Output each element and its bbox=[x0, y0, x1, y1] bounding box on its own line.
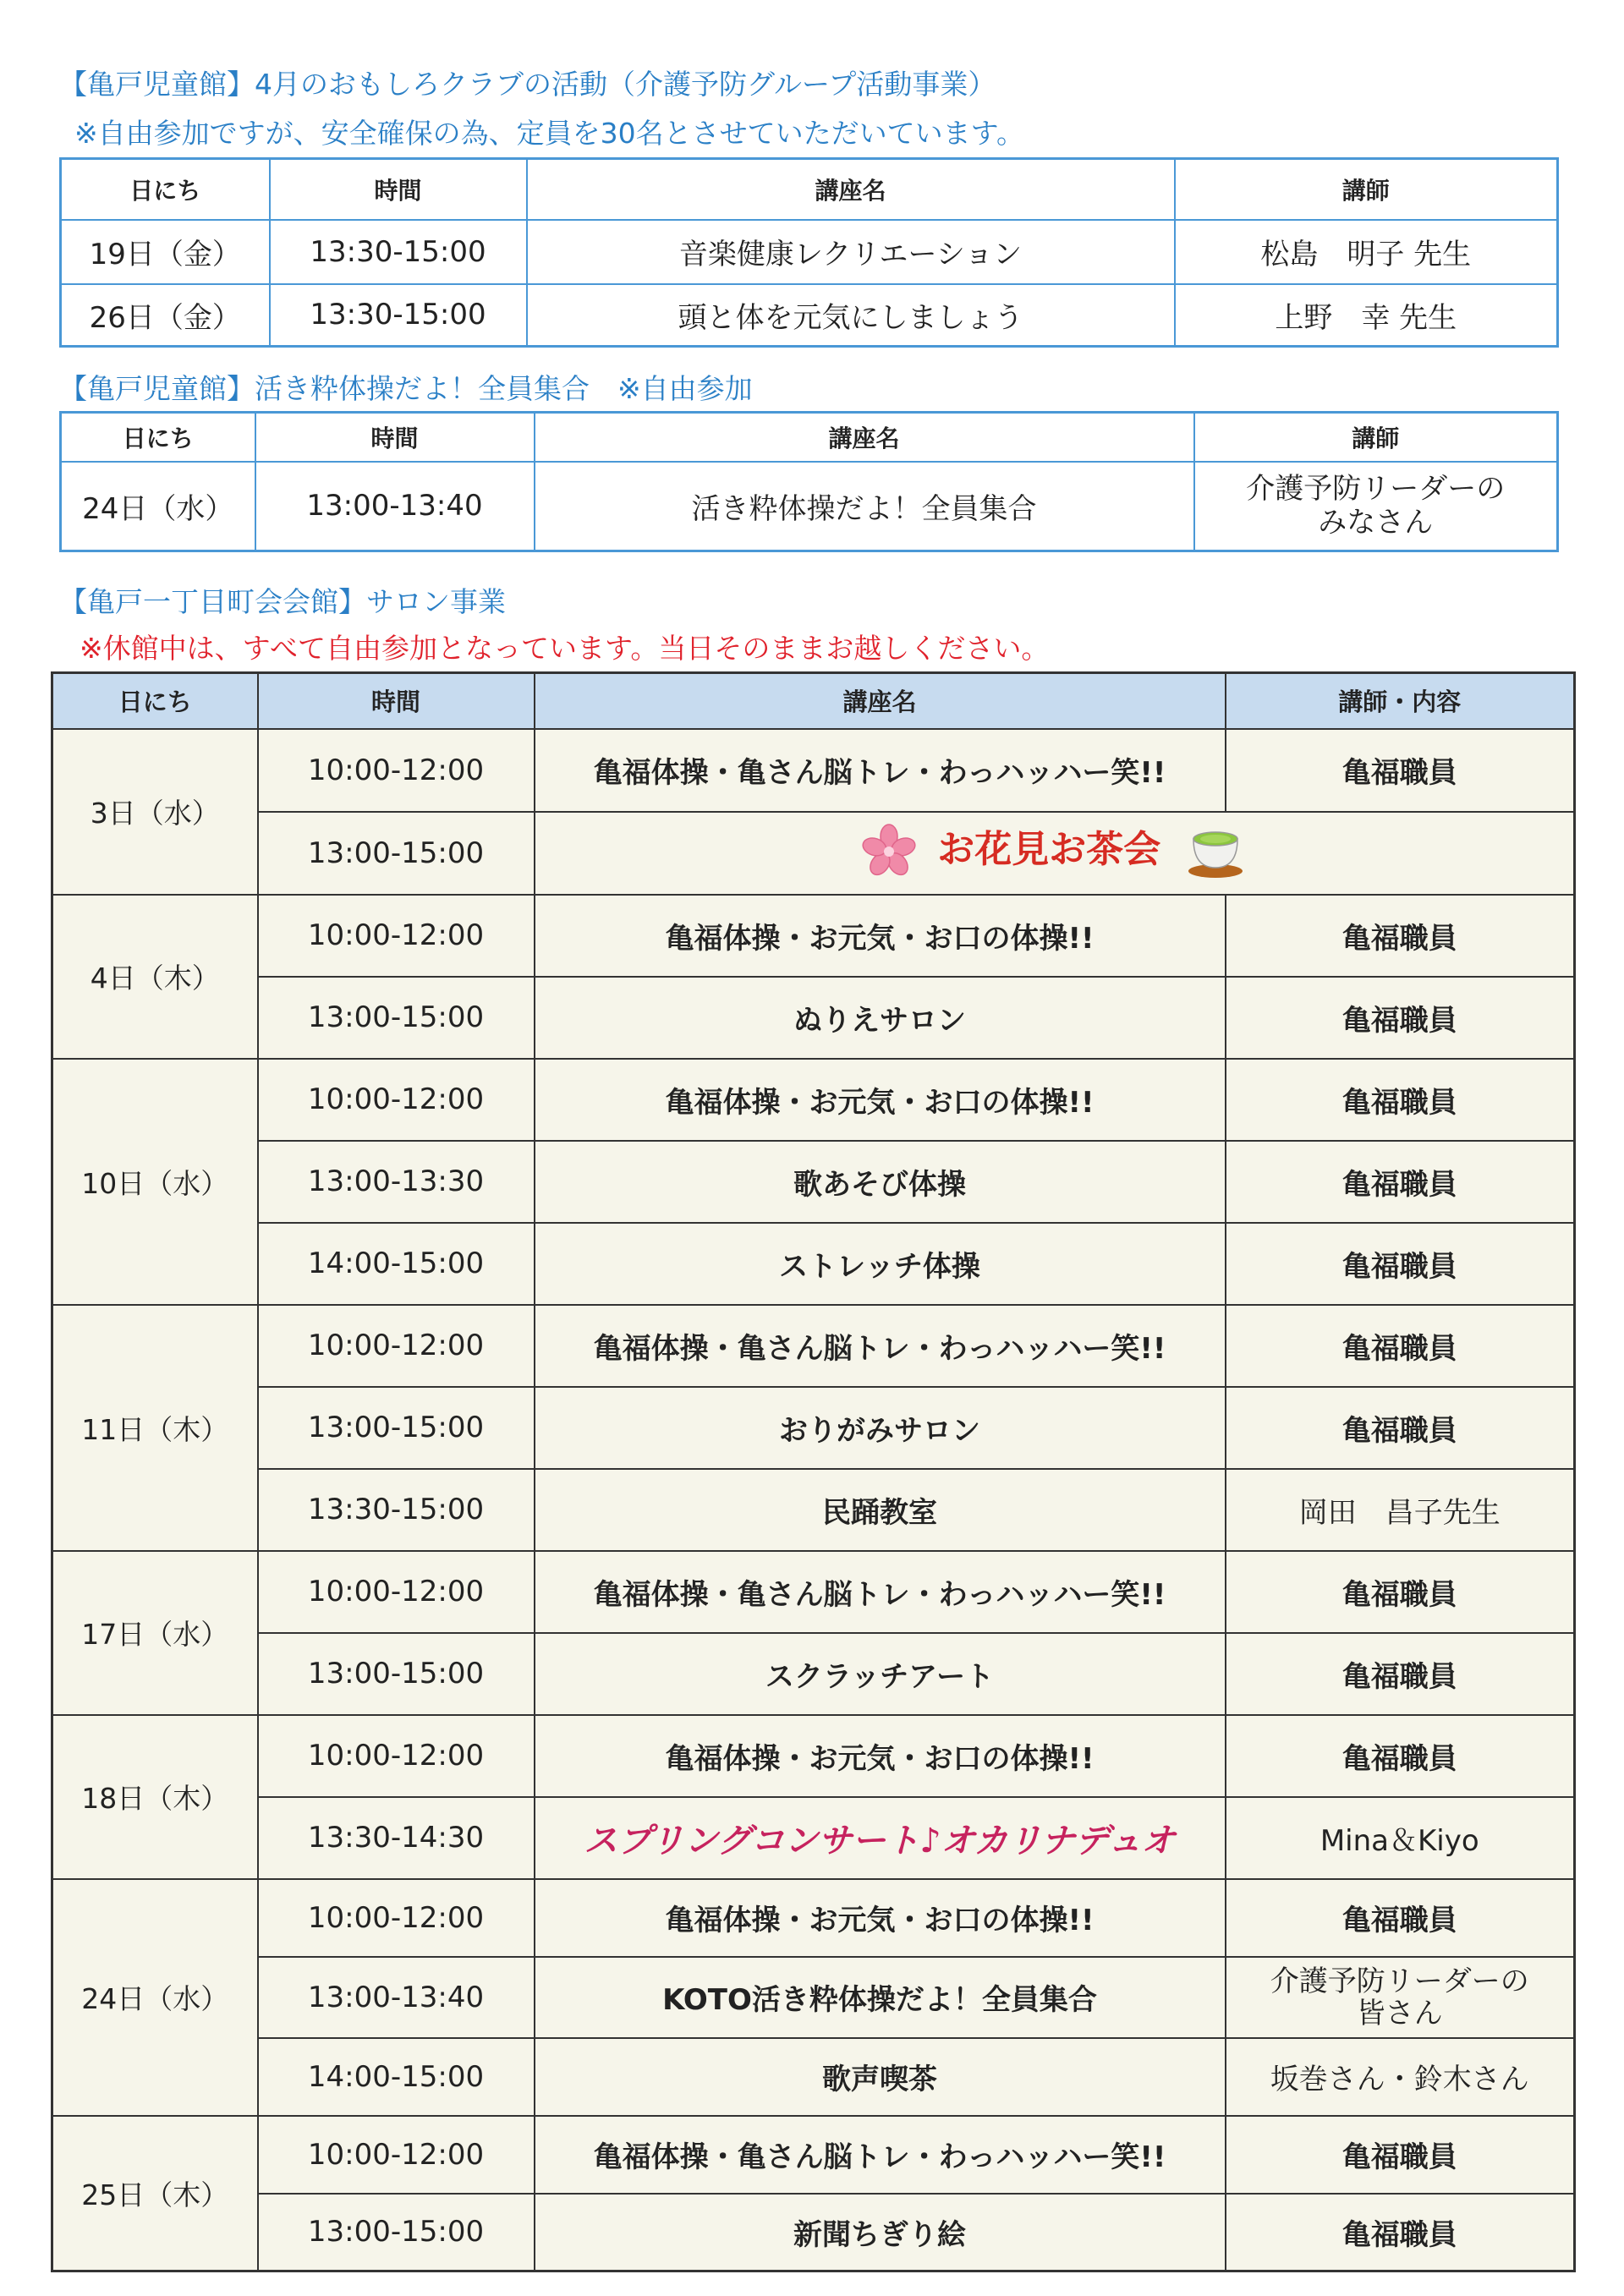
table-row bbox=[61, 462, 1558, 551]
instructor-line: 皆さん bbox=[1356, 1996, 1443, 2030]
time-cell: 13:30-15:00 bbox=[270, 284, 527, 347]
table-row bbox=[52, 1879, 1575, 1957]
col-date: 日にち bbox=[61, 159, 270, 220]
program-cell: 頭と体を元気にしましょう bbox=[527, 284, 1175, 347]
table-row bbox=[52, 812, 1575, 895]
col-program: 講座名 bbox=[535, 673, 1226, 729]
instructor-cell: 亀福職員 bbox=[1226, 2194, 1575, 2271]
time-cell: 13:00-13:30 bbox=[258, 1141, 535, 1223]
program-cell: 民踊教室 bbox=[535, 1469, 1226, 1551]
col-program: 講座名 bbox=[527, 159, 1175, 220]
instructor-line: 介護予防リーダーの bbox=[1246, 472, 1506, 507]
instructor-cell: 亀福職員 bbox=[1226, 1141, 1575, 1223]
time-cell: 10:00-12:00 bbox=[258, 895, 535, 977]
program-cell: 亀福体操・お元気・お口の体操!! bbox=[535, 1879, 1226, 1957]
time-cell: 10:00-12:00 bbox=[258, 729, 535, 812]
time-cell: 10:00-12:00 bbox=[258, 2116, 535, 2194]
section3-table bbox=[51, 671, 1576, 2272]
section3-note: ※休館中は、すべて自由参加となっています。当日そのままお越しください。 bbox=[80, 632, 1050, 665]
col-time: 時間 bbox=[258, 673, 535, 729]
program-cell: KOTO活き粋体操だよ！全員集合 bbox=[535, 1957, 1226, 2038]
time-cell: 13:30-14:30 bbox=[258, 1797, 535, 1879]
col-instructor: 講師・内容 bbox=[1226, 673, 1575, 729]
tea-cup-icon bbox=[1185, 820, 1246, 887]
program-cell: 亀福体操・亀さん脳トレ・わっハッハー笑!! bbox=[535, 2116, 1226, 2194]
instructor-cell: 上野 幸 先生 bbox=[1175, 284, 1558, 347]
instructor-cell: 亀福職員 bbox=[1226, 1223, 1575, 1305]
instructor-cell: 亀福職員 bbox=[1226, 1879, 1575, 1957]
instructor-line: みなさん bbox=[1318, 506, 1434, 540]
program-cell: 活き粋体操だよ！全員集合 bbox=[535, 462, 1194, 551]
hanami-title: お花見お茶会 bbox=[937, 828, 1161, 871]
time-cell: 13:30-15:00 bbox=[258, 1469, 535, 1551]
section3-header: 【亀戸一丁目町会会館】サロン事業 bbox=[59, 585, 506, 618]
table-row bbox=[52, 977, 1575, 1059]
date-cell: 19日（金） bbox=[61, 220, 270, 284]
time-cell: 13:00-13:40 bbox=[258, 1957, 535, 2038]
program-cell: 亀福体操・お元気・お口の体操!! bbox=[535, 895, 1226, 977]
table-row bbox=[52, 1957, 1575, 2038]
section2-header: 【亀戸児童館】活き粋体操だよ！全員集合 ※自由参加 bbox=[59, 372, 753, 405]
col-program: 講座名 bbox=[535, 413, 1194, 462]
instructor-cell: 亀福職員 bbox=[1226, 977, 1575, 1059]
time-cell: 10:00-12:00 bbox=[258, 1715, 535, 1797]
instructor-cell: 亀福職員 bbox=[1226, 1551, 1575, 1633]
table-row bbox=[61, 220, 1558, 284]
program-cell: スクラッチアート bbox=[535, 1633, 1226, 1715]
time-cell: 14:00-15:00 bbox=[258, 1223, 535, 1305]
time-cell: 10:00-12:00 bbox=[258, 1305, 535, 1387]
time-cell: 13:00-13:40 bbox=[255, 462, 535, 551]
table-row bbox=[52, 1305, 1575, 1387]
table-header-row bbox=[61, 413, 1558, 462]
program-cell: 亀福体操・亀さん脳トレ・わっハッハー笑!! bbox=[535, 729, 1226, 812]
program-cell: 新聞ちぎり絵 bbox=[535, 2194, 1226, 2271]
table-header-row bbox=[52, 673, 1575, 729]
col-instructor: 講師 bbox=[1194, 413, 1558, 462]
col-time: 時間 bbox=[255, 413, 535, 462]
instructor-cell: 亀福職員 bbox=[1226, 1715, 1575, 1797]
date-cell: 17日（水） bbox=[52, 1551, 258, 1715]
instructor-cell: 亀福職員 bbox=[1226, 1387, 1575, 1469]
time-cell: 13:00-15:00 bbox=[258, 812, 535, 895]
program-cell bbox=[535, 1797, 1226, 1879]
table-row bbox=[61, 284, 1558, 347]
instructor-line: 介護予防リーダーの bbox=[1270, 1964, 1529, 1998]
table-row bbox=[52, 1715, 1575, 1797]
date-cell: 25日（木） bbox=[52, 2116, 258, 2271]
instructor-cell: 亀福職員 bbox=[1226, 1633, 1575, 1715]
col-date: 日にち bbox=[52, 673, 258, 729]
instructor-cell: 松島 明子 先生 bbox=[1175, 220, 1558, 284]
date-cell: 4日（木） bbox=[52, 895, 258, 1059]
table-row bbox=[52, 1797, 1575, 1879]
table-row bbox=[52, 1551, 1575, 1633]
instructor-cell: 亀福職員 bbox=[1226, 729, 1575, 812]
table-row bbox=[52, 1469, 1575, 1551]
date-cell: 26日（金） bbox=[61, 284, 270, 347]
program-cell: 音楽健康レクリエーション bbox=[527, 220, 1175, 284]
date-cell: 18日（木） bbox=[52, 1715, 258, 1879]
time-cell: 13:00-15:00 bbox=[258, 1387, 535, 1469]
program-cell: おりがみサロン bbox=[535, 1387, 1226, 1469]
table-row bbox=[52, 729, 1575, 812]
section1-note: ※自由参加ですが、安全確保の為、定員を30名とさせていただいています。 bbox=[74, 117, 1025, 150]
table-row bbox=[52, 1141, 1575, 1223]
concert-title: スプリングコンサート♪オカリナデュオ bbox=[584, 1821, 1176, 1860]
time-cell: 10:00-12:00 bbox=[258, 1879, 535, 1957]
instructor-cell: 亀福職員 bbox=[1226, 2116, 1575, 2194]
time-cell: 13:00-15:00 bbox=[258, 977, 535, 1059]
instructor-cell bbox=[1226, 1957, 1575, 2038]
table-row bbox=[52, 895, 1575, 977]
program-cell: 亀福体操・亀さん脳トレ・わっハッハー笑!! bbox=[535, 1305, 1226, 1387]
table-row bbox=[52, 2194, 1575, 2271]
section1-header: 【亀戸児童館】4月のおもしろクラブの活動（介護予防グループ活動事業） bbox=[59, 68, 996, 101]
col-instructor: 講師 bbox=[1175, 159, 1558, 220]
instructor-cell: Mina＆Kiyo bbox=[1226, 1797, 1575, 1879]
table-row bbox=[52, 1633, 1575, 1715]
instructor-cell: 亀福職員 bbox=[1226, 1059, 1575, 1141]
time-cell: 13:30-15:00 bbox=[270, 220, 527, 284]
instructor-cell: 亀福職員 bbox=[1226, 895, 1575, 977]
program-cell: 亀福体操・亀さん脳トレ・わっハッハー笑!! bbox=[535, 1551, 1226, 1633]
table-header-row bbox=[61, 159, 1558, 220]
program-cell: 歌あそび体操 bbox=[535, 1141, 1226, 1223]
table-row bbox=[52, 2038, 1575, 2116]
date-cell: 24日（水） bbox=[61, 462, 255, 551]
program-cell: ぬりえサロン bbox=[535, 977, 1226, 1059]
date-cell: 3日（水） bbox=[52, 729, 258, 895]
time-cell: 13:00-15:00 bbox=[258, 1633, 535, 1715]
time-cell: 10:00-12:00 bbox=[258, 1551, 535, 1633]
time-cell: 10:00-12:00 bbox=[258, 1059, 535, 1141]
col-time: 時間 bbox=[270, 159, 527, 220]
time-cell: 13:00-15:00 bbox=[258, 2194, 535, 2271]
sakura-icon bbox=[862, 823, 916, 885]
program-cell: 亀福体操・お元気・お口の体操!! bbox=[535, 1059, 1226, 1141]
table-row bbox=[52, 2116, 1575, 2194]
hanami-event-cell bbox=[535, 812, 1575, 895]
date-cell: 11日（木） bbox=[52, 1305, 258, 1551]
table-row bbox=[52, 1387, 1575, 1469]
instructor-cell: 坂巻さん・鈴木さん bbox=[1226, 2038, 1575, 2116]
col-date: 日にち bbox=[61, 413, 255, 462]
instructor-cell: 亀福職員 bbox=[1226, 1305, 1575, 1387]
program-cell: 歌声喫茶 bbox=[535, 2038, 1226, 2116]
section1-table bbox=[59, 157, 1559, 348]
section2-table bbox=[59, 411, 1559, 552]
program-cell: 亀福体操・お元気・お口の体操!! bbox=[535, 1715, 1226, 1797]
instructor-cell bbox=[1194, 462, 1558, 551]
time-cell: 14:00-15:00 bbox=[258, 2038, 535, 2116]
table-row bbox=[52, 1059, 1575, 1141]
instructor-cell: 岡田 昌子先生 bbox=[1226, 1469, 1575, 1551]
program-cell: ストレッチ体操 bbox=[535, 1223, 1226, 1305]
table-row bbox=[52, 1223, 1575, 1305]
date-cell: 10日（水） bbox=[52, 1059, 258, 1305]
date-cell: 24日（水） bbox=[52, 1879, 258, 2116]
